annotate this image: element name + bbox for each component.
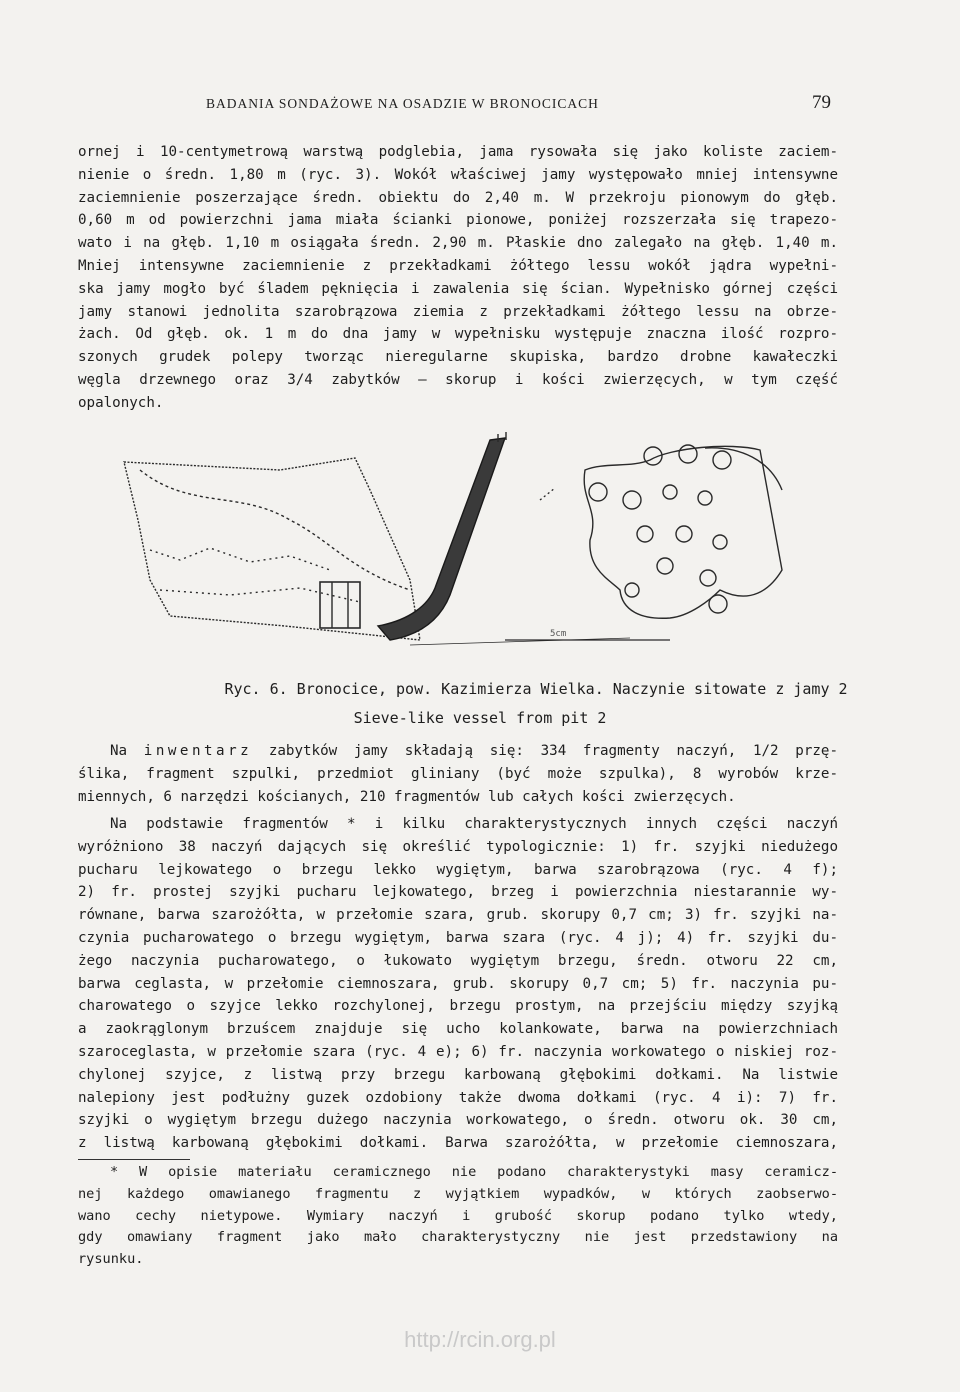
- text-line: szonych grudek polepy tworząc nieregularne skupiska, bardzo drobne kawałeczki: [78, 349, 838, 366]
- running-head: [0, 92, 960, 122]
- footnote-line: nej każdego omawianego fragmentu z wyjątkiem wypadków, w których zaobserwo-: [78, 1185, 838, 1202]
- text-line: żach. Od głęb. ok. 1 m do dna jamy w wypełnisku występuje znaczna ilość rozpro-: [78, 326, 838, 343]
- text-line: Na podstawie fragmentów * i kilku charakterystycznych innych części naczyń: [110, 816, 838, 832]
- footnote-divider: [78, 1159, 190, 1160]
- text-line: [78, 740, 838, 763]
- footnote-line: gdy omawiany fragment jako mało charakterystyczny nie jest przedstawiony na: [78, 1229, 838, 1246]
- text-line: ska jamy mogło być śladem pęknięcia i zawalenia się ścian. Wypełnisko górnej części: [78, 280, 838, 297]
- text-line: 2) fr. prostej szyjki pucharu lejkowatego, brzeg i powierzchnia niestarannie wy-: [78, 884, 838, 901]
- text-line: nienie o średn. 1,80 m (ryc. 3). Wokół właściwej jamy występowało mniej intensywne: [78, 166, 838, 183]
- line-rest: zabytków jamy składają się: 334 fragmenty naczyń, 1/2 przę-: [252, 743, 838, 759]
- watermark-url: http://rcin.org.pl: [404, 1327, 556, 1352]
- body-paragraph-2: [78, 740, 838, 808]
- footnote-line: * W opisie materiału ceramicznego nie podano charakterystyki masy ceramicz-: [110, 1164, 838, 1180]
- text-line: czynia pucharowatego o brzegu wygiętym, barwa szara (ryc. 4 j); 4) fr. szyjki du-: [78, 929, 838, 946]
- text-line: miennych, 6 narzędzi kościanych, 210 fragmentów lub całych kości zwierzęcych.: [78, 788, 736, 805]
- text-line: węgla drzewnego oraz 3/4 zabytków — skorup i kości zwierzęcych, w tym część: [78, 371, 838, 388]
- spaced-emphasis: inwentarz: [143, 743, 253, 759]
- text-line: nalepiony jest podłużny guzek ozdobiony także dwoma dołkami (ryc. 4 i): 7) fr.: [78, 1089, 838, 1106]
- figure-caption-english: Sieve-like vessel from pit 2: [353, 709, 607, 727]
- text-line: wato i na głęb. 1,10 m osiągała średn. 2,90 m. Płaskie dno zalegało na głęb. 1,40 m.: [78, 235, 838, 252]
- footnote: [78, 1162, 838, 1271]
- text-line: równane, barwa szarożółta, w przełomie szara, grub. skorupy 0,7 cm; 3) fr. szyjki na-: [78, 907, 838, 924]
- text-line: pucharu lejkowatego o brzegu lekko wygiętym, barwa szarobrązowa (ryc. 4 f);: [78, 861, 838, 878]
- text-line: Mniej intensywne zaciemnienie z przekładkami żółtego lessu wokół jądra wypełni-: [78, 257, 838, 274]
- footnote-line: rysunku.: [78, 1251, 144, 1268]
- text-line: chylonej szyjce, z listwą przy brzegu karbowaną głębokimi dołkami. Na listwie: [78, 1066, 838, 1083]
- body-paragraph-3: [78, 813, 838, 1155]
- text-line: szyjki o wygiętym brzegu dużego naczynia workowatego, o średn. otworu ok. 30 cm,: [78, 1112, 838, 1129]
- text-line: zaciemnienie poszerzające średn. obiektu do 2,40 m. W przekroju pionowym do głęb.: [78, 189, 838, 206]
- running-title: BADANIA SONDAŻOWE NA OSADZIE W BRONOCICACH: [206, 96, 599, 111]
- line-prefix: Na: [110, 743, 144, 759]
- scale-label: 5cm: [550, 629, 567, 639]
- figure-sieve-vessel-drawing: [110, 430, 860, 660]
- text-line: ornej i 10-centymetrową warstwą podglebia, jama rysowała się jako koliste zaciem-: [78, 144, 838, 160]
- body-paragraph-1: [78, 141, 838, 415]
- text-line: z listwą karbowaną głębokimi dołkami. Barwa szarożółta, w przełomie ciemnoszara,: [78, 1135, 838, 1152]
- text-line: jamy stanowi jednolita szarobrązowa ziemia z przekładkami żółtego lessu na obrze-: [78, 303, 838, 320]
- text-line: barwa ceglasta, w przełomie ciemnoszara, grub. skorupy 0,7 cm; 5) fr. naczynia pu-: [78, 975, 838, 992]
- text-line: ślika, fragment szpulki, przedmiot gliniany (być może szpulka), 8 wyrobów krze-: [78, 765, 838, 782]
- text-line: a zaokrąglonym brzuścem znajduje się ucho kolankowate, barwa na powierzchniach: [78, 1021, 838, 1038]
- text-line: opalonych.: [78, 394, 164, 411]
- vessel-drawing: [110, 430, 860, 660]
- text-line: wyróżniono 38 naczyń dających się określić typologicznie: 1) fr. szyjki niedużego: [78, 838, 838, 855]
- page-number: 79: [812, 92, 831, 113]
- figure-caption: Ryc. 6. Bronocice, pow. Kazimierza Wielka. Naczynie sitowate z jamy 2: [224, 680, 848, 698]
- text-line: 0,60 m od powierzchni jama miała ścianki pionowe, poniżej rozszerzała się trapezo-: [78, 212, 838, 229]
- text-line: szaroceglasta, w przełomie szara (ryc. 4 e); 6) fr. naczynia workowatego o niskiej roz-: [78, 1043, 838, 1060]
- text-line: charowatego o szyjce lekko rozchylonej, brzegu prostym, na przejściu między szyjką: [78, 998, 838, 1015]
- text-line: żego naczynia pucharowatego, o łukowato wygiętym brzegu, średn. otworu 22 cm,: [78, 952, 838, 969]
- footnote-line: wano cechy nietypowe. Wymiary naczyń i grubość skorup podano tylko wtedy,: [78, 1207, 838, 1224]
